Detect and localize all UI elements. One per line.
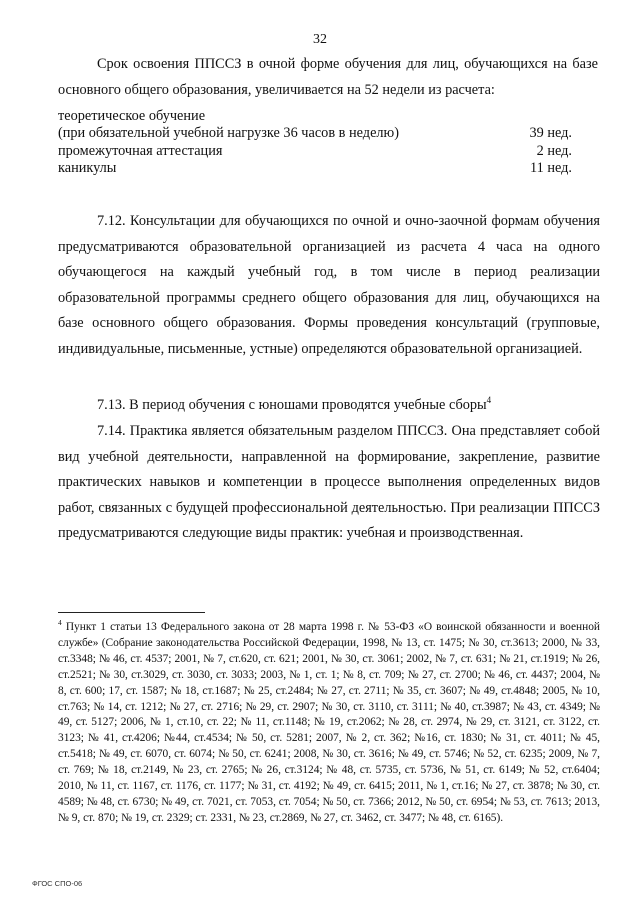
hours-value: 11 нед. xyxy=(530,159,572,176)
hours-row xyxy=(58,160,572,177)
footnote-number: 4 xyxy=(58,618,62,628)
hours-row xyxy=(58,108,572,125)
paragraph-7-14-text: 7.14. Практика является обязательным разделом ППССЗ. Она представляет собой вид учебной деятельности, направленной на формирование, закрепление, развитие практических навыков и компетенции в процессе выполнения определенных видов работ, связанных с будущей профессиональной деятельностью. При реализации ППССЗ предусматриваются следующие виды практик: учебная и производственная. xyxy=(58,423,600,541)
hours-label: промежуточная аттестация xyxy=(58,142,223,159)
footnote-divider xyxy=(58,612,205,613)
page-number: 32 xyxy=(313,32,327,47)
hours-label: каникулы xyxy=(58,159,117,176)
footnote xyxy=(58,620,600,827)
hours-label: (при обязательной учебной нагрузке 36 часов в неделю) xyxy=(58,125,399,142)
intro-text: Срок освоения ППССЗ в очной форме обучения для лиц, обучающихся на базе основного общего образования, увеличивается на 52 недели из расчета: xyxy=(58,56,598,98)
hours-label: теоретическое обучение xyxy=(58,108,206,124)
hours-row xyxy=(58,143,572,160)
footer-document-code: ФГОС СПО-06 xyxy=(32,879,83,888)
study-hours-table xyxy=(58,108,572,177)
paragraph-7-12 xyxy=(58,209,600,362)
paragraph-7-13 xyxy=(58,393,600,419)
hours-value: 39 нед. xyxy=(529,125,572,142)
intro-paragraph xyxy=(58,52,598,103)
paragraph-7-13-text: 7.13. В период обучения с юношами проводятся учебные сборы xyxy=(97,397,487,413)
hours-value: 2 нед. xyxy=(536,142,572,159)
hours-row xyxy=(58,125,572,142)
footnote-text: Пункт 1 статьи 13 Федерального закона от 28 марта 1998 г. № 53-ФЗ «О воинской обязанности и военной службе» (Собрание законодательства Российской Федерации, 1998, № 13, ст. 1475; № 30, ст.3613; 2000, № 33, ст.3348; № 46, ст. 4537; 2001, № 7, ст.620, ст. 621; 2001, № 30, ст. 3061; 2002, № 7, ст. 631; № 21, ст.1919; № 26, ст.2521; № 30, ст.3029, ст. 3030, ст. 3033; 2003, № 1, ст. 1; № 8, ст. 709; № 27, ст. 2700; № 46, ст. 4437; 2004, № 8, ст. 600; 17, ст. 1587; № 18, ст.1687; № 25, ст.2484; № 27, ст. 2711; № 35, ст. 3607; № 49, ст.4848; 2005, № 10, ст.763; № 14, ст. 1212; № 27, ст. 2716; № 29, ст. 2907; № 30, ст. 3110, ст. 3111; № 40, ст.3987; № 43, ст. 4349; № 49, ст. 5127; 2006, № 1, ст.10, ст. 22; № 11, ст.1148; № 19, ст.2062; № 28, ст. 2974, № 29, ст. 3121, ст. 3122, ст. 3123; № 41, ст.4206; №44, ст.4534; № 50, ст. 5281; 2007, № 2, ст. 362; №16, ст. 1830; № 31, ст. 4011; № 45, ст.5418; № 49, ст. 6070, ст. 6074; № 50, ст. 6241; 2008, № 30, ст. 3616; № 49, ст. 5746; № 52, ст. 6235; 2009, № 7, ст. 769; № 18, ст.2149, № 23, ст. 2765; № 26, ст.3124; № 48, ст. 5735, ст. 5736, № 51, ст. 6149; № 52, ст.6404; 2010, № 11, ст. 1167, ст. 1176, ст. 1177; № 31, ст. 4192; № 49, ст. 6415; 2011, № 1, ст.16; № 27, ст. 3878; № 30, ст. 4589; № 48, ст. 6730; № 49, ст. 7021, ст. 7053, ст. 7054; № 50, ст. 7366; 2012, № 50, ст. 6954; № 53, ст. 7613; 2013, № 9, ст. 870; № 19, ст. 2329; ст. 2331, № 23, ст.2869, № 27, ст. 3462, ст. 3477; № 48, ст. 6165). xyxy=(58,621,600,824)
footnote-reference[interactable]: 4 xyxy=(486,395,492,406)
paragraph-7-14 xyxy=(58,419,600,547)
paragraph-7-12-text: 7.12. Консультации для обучающихся по очной и очно-заочной формам обучения предусматриваются образовательной организацией из расчета 4 часа на одного обучающегося на каждый учебный год, в том числе в период реализации образовательной программы среднего общего образования для лиц, обучающихся на базе основного общего образования. Формы проведения консультаций (групповые, индивидуальные, письменные, устные) определяются образовательной организацией. xyxy=(58,213,600,357)
